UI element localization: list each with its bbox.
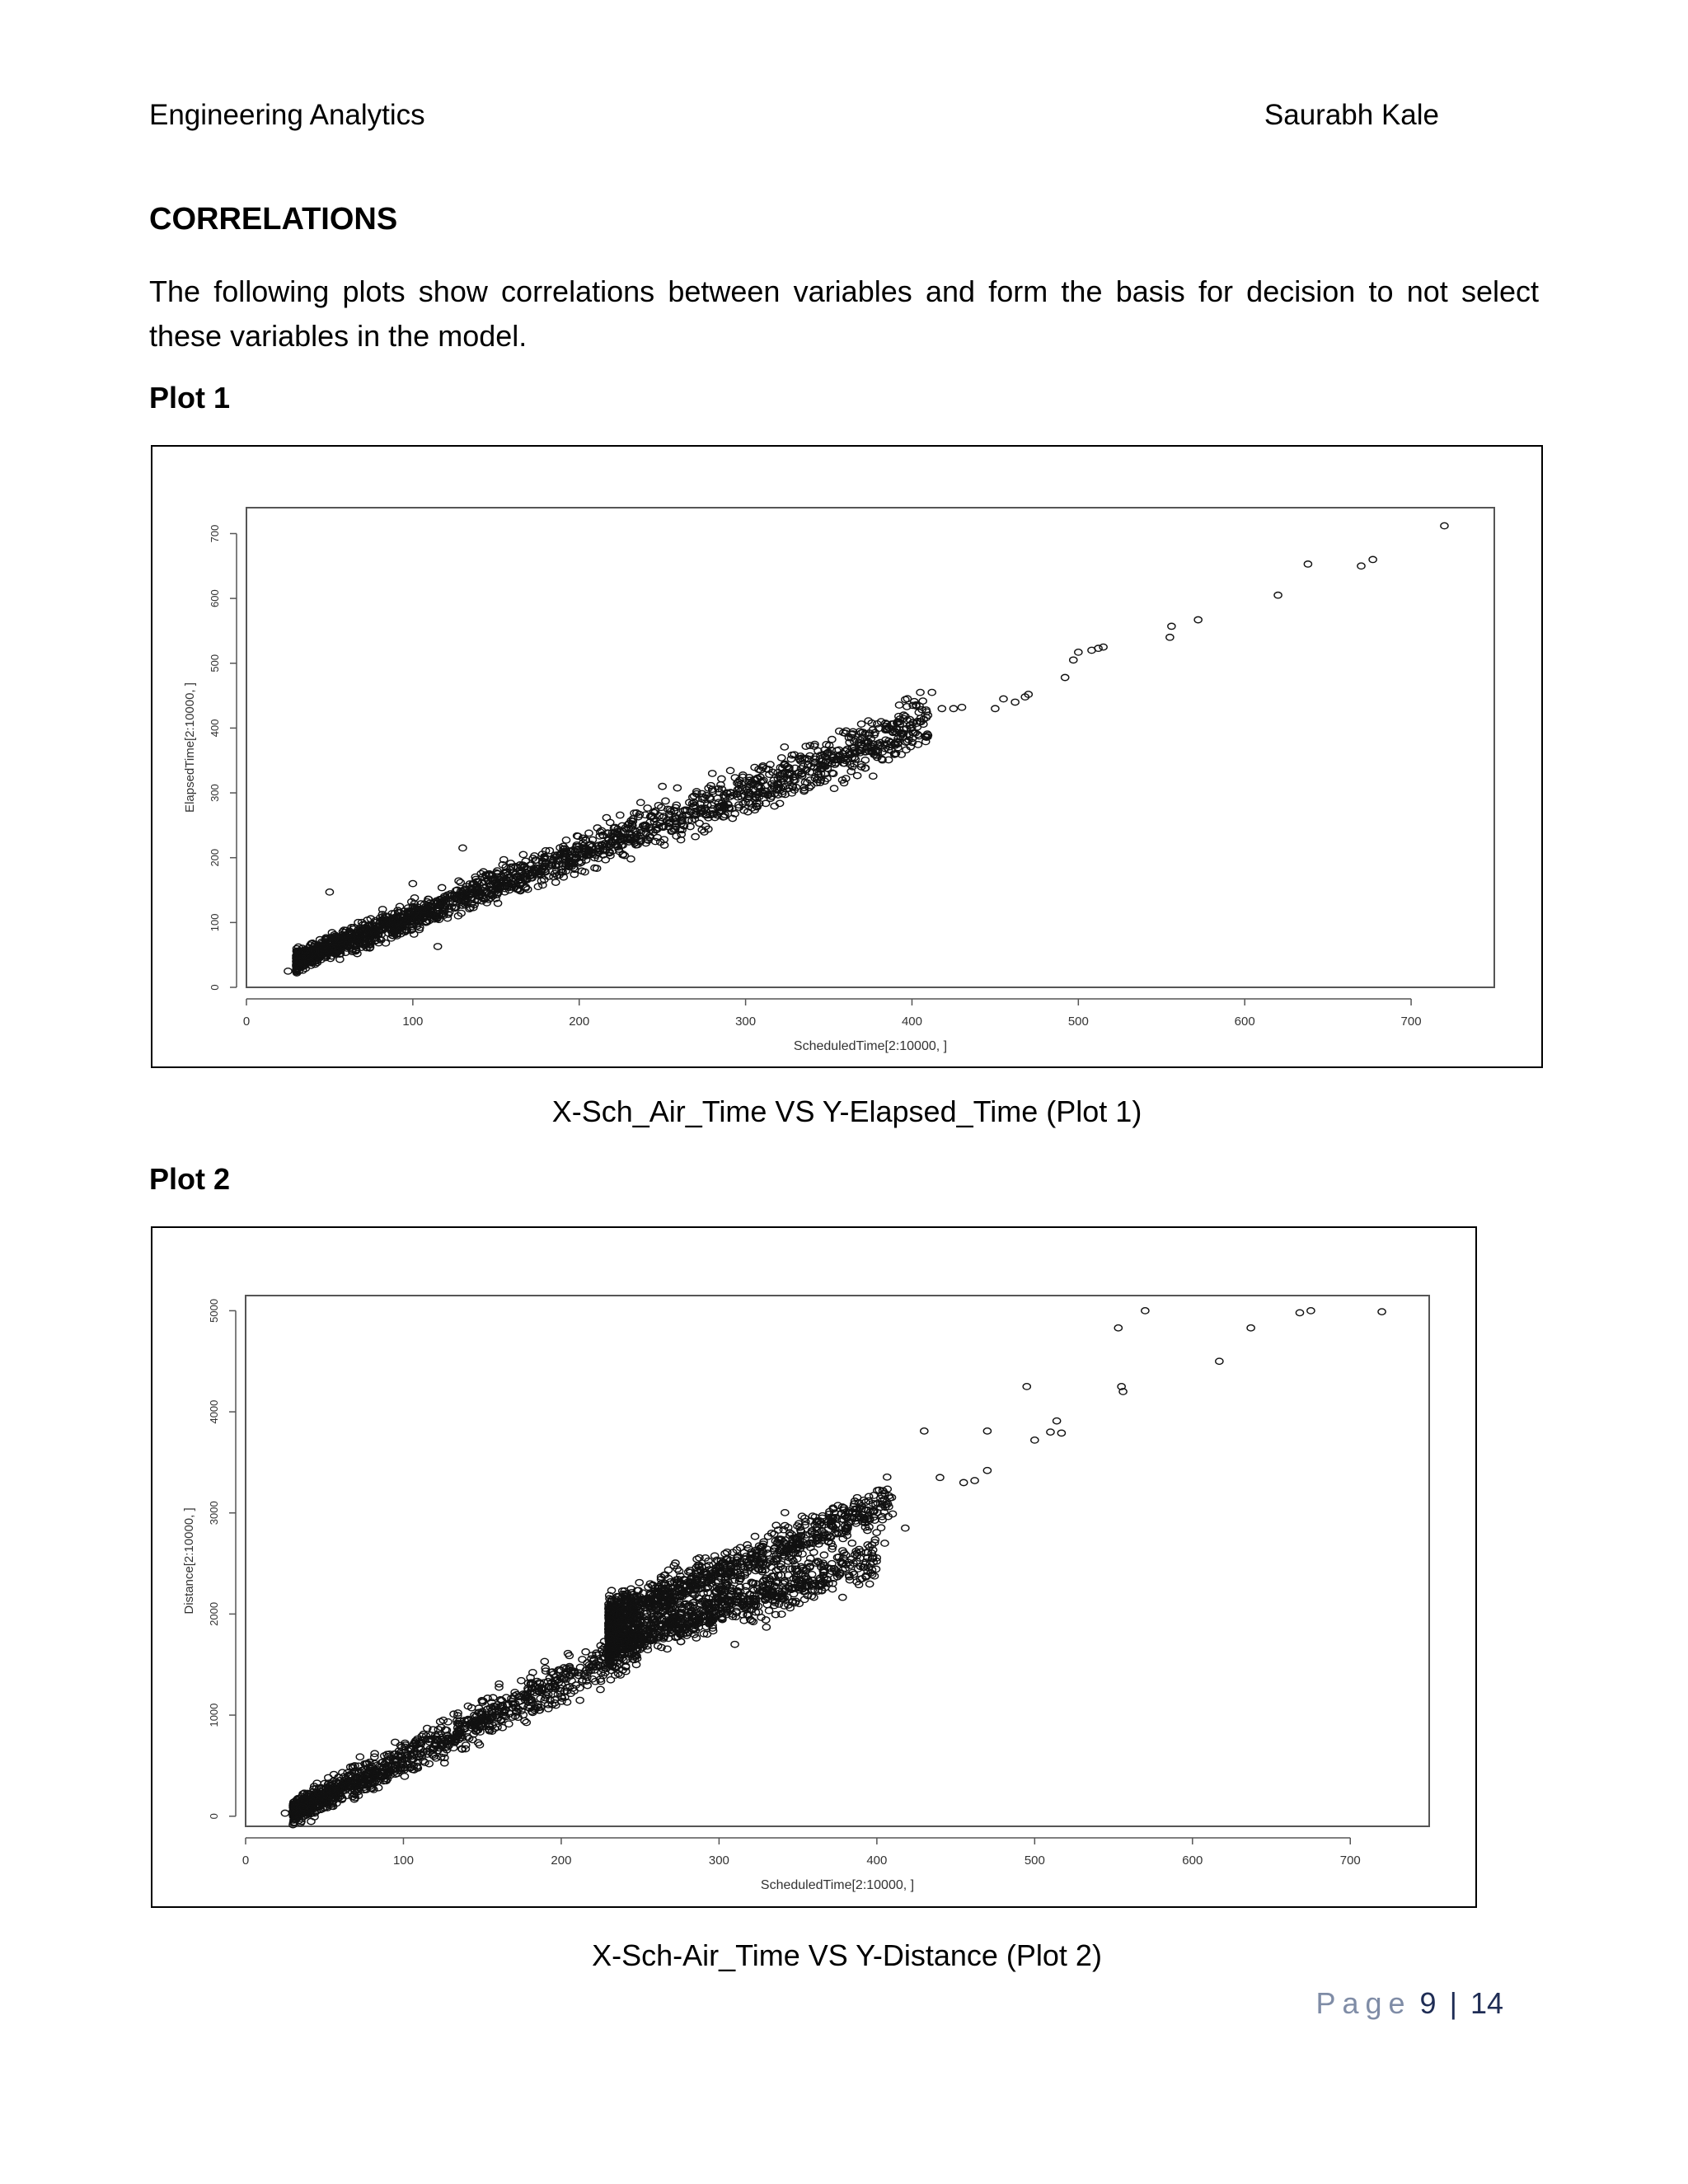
plot-1-point	[778, 755, 785, 761]
plot-1-x-tick-label: 700	[1400, 1015, 1422, 1029]
plot-2-x-tick-label: 400	[866, 1854, 888, 1868]
plot-2-label: Plot 2	[149, 1162, 231, 1196]
plot-2-x-tick-label: 500	[1024, 1854, 1045, 1868]
plot-1-point	[637, 799, 645, 805]
plot-2-point	[425, 1760, 433, 1766]
plot-1-point	[992, 705, 999, 711]
plot-1-point	[659, 784, 666, 790]
plot-1-point	[726, 767, 734, 773]
plot-2-x-tick-label: 700	[1339, 1854, 1361, 1868]
plot-2-point	[866, 1581, 874, 1586]
header-right: Saurabh Kale	[1264, 99, 1439, 131]
plot-2-point	[576, 1697, 584, 1703]
plot-1-label: Plot 1	[149, 381, 231, 415]
plot-1-point	[718, 776, 725, 781]
plot-2-point	[751, 1534, 758, 1540]
plot-2-y-axis-label: Distance[2:10000, ]	[182, 1507, 196, 1615]
plot-2-y-tick-label: 1000	[208, 1703, 220, 1727]
plot-1-point	[1369, 556, 1376, 562]
plot-1-x-tick-label: 200	[569, 1015, 590, 1029]
plot-2-point	[579, 1657, 586, 1662]
plot-1-caption: X-Sch_Air_Time VS Y-Elapsed_Time (Plot 1)	[551, 1094, 1142, 1128]
plot-2-point	[545, 1706, 552, 1712]
plot-1-point	[1062, 674, 1069, 680]
plot-2-point	[597, 1686, 604, 1692]
section-title: CORRELATIONS	[149, 202, 398, 237]
plot-1-point	[1070, 657, 1077, 663]
plot-1-x-tick-label: 400	[901, 1015, 922, 1029]
plot-1-y-tick-label: 700	[209, 524, 221, 543]
plot-1-point	[895, 702, 903, 708]
plot-1-y-tick-label: 600	[209, 589, 221, 607]
header-left: Engineering Analytics	[149, 99, 425, 131]
plot-1-point	[409, 880, 416, 886]
plot-1-point	[519, 851, 527, 857]
plot-1-frame	[151, 445, 1543, 1068]
plot-2-point	[541, 1658, 548, 1664]
intro-paragraph: The following plots show correlations between variables and form the basis for decision to not select these variables in the model.	[149, 274, 1539, 353]
plot-2-chart	[152, 1228, 1475, 1906]
plot-1-point	[692, 833, 699, 839]
plot-1-point	[1095, 645, 1102, 651]
plot-2-point	[781, 1510, 789, 1516]
plot-1-point	[1304, 561, 1311, 567]
plot-1-point	[673, 785, 681, 790]
plot-2-y-tick-label: 5000	[208, 1298, 220, 1323]
plot-1-point	[326, 889, 333, 895]
plot-1-point	[434, 944, 442, 949]
plot-1-y-axis-label: ElapsedTime[2:10000, ]	[183, 682, 197, 813]
plot-2-point	[884, 1474, 891, 1480]
plot-1-point	[928, 689, 935, 695]
plot-1-point	[919, 698, 926, 704]
plot-2-point	[873, 1530, 880, 1535]
plot-2-point	[820, 1552, 828, 1558]
plot-1-point	[950, 705, 957, 711]
plot-1-y-tick-label: 0	[209, 984, 221, 991]
plot-1-point	[717, 782, 724, 788]
plot-1-chart	[152, 447, 1541, 1066]
plot-1-point	[828, 737, 836, 743]
plot-1-point	[1441, 523, 1448, 528]
plot-1-point	[578, 868, 585, 874]
plot-1-point	[459, 845, 467, 851]
plot-2-x-tick-label: 0	[241, 1854, 250, 1868]
plot-1-x-axis-label: ScheduledTime[2:10000, ]	[793, 1039, 948, 1053]
plot-1-point	[617, 812, 624, 818]
plot-1-x-tick-label: 100	[402, 1015, 424, 1029]
plot-2-x-tick-label: 100	[392, 1854, 414, 1868]
plot-2-point	[523, 1719, 530, 1725]
plot-1-y-tick-label: 500	[209, 654, 221, 673]
plot-1-y-tick-label: 400	[209, 719, 221, 738]
plot-1-x-tick-label: 500	[1067, 1015, 1089, 1029]
plot-1-point	[1011, 699, 1019, 705]
plot-1-point	[1357, 563, 1365, 569]
plot-2-point	[518, 1678, 525, 1684]
plot-2-y-tick-label: 2000	[208, 1601, 220, 1626]
plot-2-point	[494, 1724, 501, 1730]
plot-2-y-tick-label: 3000	[208, 1501, 220, 1526]
plot-1-point	[861, 757, 869, 763]
plot-1-x-tick-label: 300	[735, 1015, 757, 1029]
plot-1-point	[603, 814, 610, 820]
plot-1-point	[857, 721, 865, 727]
plot-1-point	[958, 705, 965, 710]
plot-1-point	[552, 879, 560, 885]
plot-1-x-tick-label: 0	[242, 1015, 251, 1029]
plot-1-point	[284, 968, 292, 974]
plot-2-point	[521, 1718, 528, 1723]
plot-2-y-tick-label: 4000	[208, 1399, 220, 1424]
plot-2-x-tick-label: 300	[708, 1854, 729, 1868]
plot-2-point	[565, 1652, 573, 1658]
plot-2-point	[765, 1608, 772, 1614]
plot-1-x-tick-label: 600	[1234, 1015, 1255, 1029]
plot-2-point	[356, 1754, 363, 1760]
plot-1-point	[1168, 623, 1175, 629]
plot-1-point	[627, 856, 635, 862]
plot-2-point	[392, 1739, 399, 1745]
plot-2-x-tick-label: 600	[1182, 1854, 1203, 1868]
plot-1-y-tick-label: 200	[209, 848, 221, 867]
plot-1-point	[830, 785, 837, 791]
plot-2-point	[865, 1493, 873, 1499]
plot-1-point	[781, 744, 788, 750]
plot-1-point	[870, 773, 877, 779]
plot-1-y-tick-label: 300	[209, 784, 221, 802]
plot-2-point	[505, 1721, 513, 1727]
plot-2-point	[635, 1580, 643, 1586]
plot-1-point	[1100, 644, 1107, 649]
plot-1-point	[709, 771, 716, 776]
plot-1-point	[1166, 635, 1174, 640]
plot-2-point	[848, 1540, 856, 1546]
plot-1-point	[562, 837, 570, 843]
plot-1-point	[1075, 649, 1082, 655]
plot-1-point	[1194, 616, 1202, 622]
plot-1-point	[662, 798, 669, 804]
plot-1-y-tick-label: 100	[209, 913, 221, 932]
plot-1-point	[1000, 696, 1007, 701]
plot-2-x-axis-label: ScheduledTime[2:10000, ]	[760, 1878, 915, 1892]
plot-1-point	[438, 884, 446, 890]
plot-2-point	[584, 1682, 591, 1688]
plot-1-point	[1274, 592, 1282, 598]
plot-1-point	[455, 878, 462, 883]
plot-2-x-tick-label: 200	[551, 1854, 572, 1868]
plot-2-point	[476, 1742, 483, 1748]
plot-1-point	[534, 883, 542, 889]
plot-2-point	[444, 1719, 452, 1725]
plot-2-y-tick-label: 0	[208, 1813, 220, 1820]
plot-1-point	[917, 689, 924, 695]
plot-1-point	[938, 705, 945, 711]
plot-1-point	[585, 830, 593, 836]
plot-2-point	[307, 1818, 315, 1824]
plot-2-frame	[151, 1226, 1477, 1908]
